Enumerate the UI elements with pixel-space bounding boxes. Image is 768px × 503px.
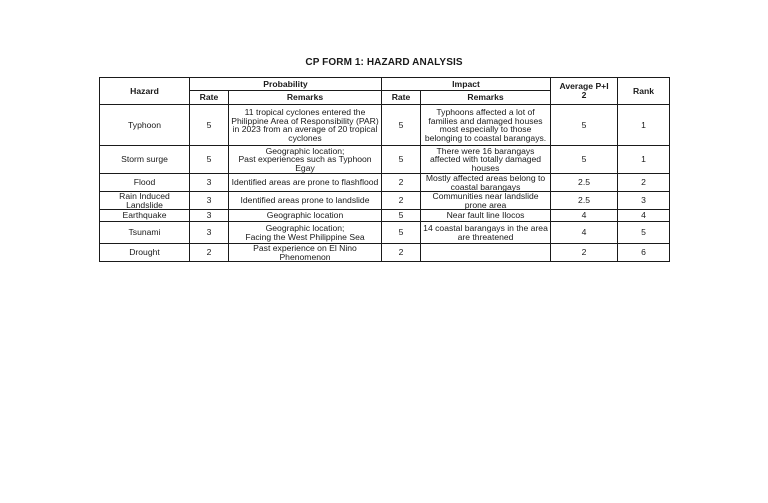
hazard-cell: Storm surge [100, 146, 190, 174]
average-cell: 2.5 [551, 192, 618, 210]
table-row [100, 192, 670, 210]
table-row [100, 105, 670, 146]
probability-rate-cell: 3 [190, 174, 229, 192]
impact-rate-cell: 5 [382, 222, 421, 244]
rank-cell: 2 [618, 174, 670, 192]
table-row [100, 174, 670, 192]
hazard-analysis-table [99, 77, 670, 262]
impact-remarks-cell: Mostly affected areas belong to coastal barangays [421, 174, 551, 192]
impact-remarks-cell: Typhoons affected a lot of families and damaged houses most especially to those belonging to coastal barangays. [421, 105, 551, 146]
rank-cell: 6 [618, 244, 670, 262]
probability-remarks-cell [229, 222, 382, 244]
average-cell: 2.5 [551, 174, 618, 192]
probability-rate-cell: 5 [190, 146, 229, 174]
probability-rate-cell: 3 [190, 192, 229, 210]
probability-remarks-cell: Identified areas are prone to flashflood [229, 174, 382, 192]
header-probability-rate: Rate [190, 91, 229, 105]
average-cell: 5 [551, 146, 618, 174]
impact-rate-cell: 2 [382, 244, 421, 262]
form-title: CP FORM 1: HAZARD ANALYSIS [305, 57, 463, 68]
header-probability-remarks: Remarks [229, 91, 382, 105]
rank-cell: 1 [618, 146, 670, 174]
average-cell: 5 [551, 105, 618, 146]
impact-rate-cell: 2 [382, 192, 421, 210]
header-rank: Rank [618, 78, 670, 105]
hazard-cell: Typhoon [100, 105, 190, 146]
probability-remarks-cell: Past experience on El Nino Phenomenon [229, 244, 382, 262]
impact-remarks-cell: Near fault line Ilocos [421, 210, 551, 222]
table-row [100, 222, 670, 244]
hazard-cell: Earthquake [100, 210, 190, 222]
header-probability: Probability [190, 78, 382, 91]
rank-cell: 5 [618, 222, 670, 244]
header-impact: Impact [382, 78, 551, 91]
impact-remarks-cell: There were 16 barangays affected with totally damaged houses [421, 146, 551, 174]
probability-rate-cell: 5 [190, 105, 229, 146]
average-cell: 2 [551, 244, 618, 262]
header-impact-remarks: Remarks [421, 91, 551, 105]
hazard-cell: Tsunami [100, 222, 190, 244]
hazard-cell: Rain Induced Landslide [100, 192, 190, 210]
impact-rate-cell: 5 [382, 210, 421, 222]
rank-cell: 1 [618, 105, 670, 146]
impact-remarks-cell [421, 244, 551, 262]
probability-remarks-text: Geographic location; Facing the West Philippine Sea [245, 223, 365, 242]
rank-cell: 4 [618, 210, 670, 222]
impact-remarks-cell: Communities near landslide prone area [421, 192, 551, 210]
impact-remarks-cell: 14 coastal barangays in the area are threatened [421, 222, 551, 244]
probability-remarks-text: Geographic location; Past experiences such as Typhoon Egay [238, 145, 372, 173]
header-average-label: Average P+I 2 [559, 81, 609, 100]
average-cell: 4 [551, 210, 618, 222]
probability-remarks-cell: 11 tropical cyclones entered the Philippine Area of Responsibility (PAR) in 2023 from an average of 20 tropical cyclones [229, 105, 382, 146]
probability-remarks-cell: Geographic location [229, 210, 382, 222]
probability-remarks-cell [229, 146, 382, 174]
impact-rate-cell: 5 [382, 105, 421, 146]
table-row [100, 146, 670, 174]
probability-rate-cell: 3 [190, 210, 229, 222]
impact-rate-cell: 2 [382, 174, 421, 192]
hazard-cell: Drought [100, 244, 190, 262]
impact-rate-cell: 5 [382, 146, 421, 174]
header-hazard: Hazard [100, 78, 190, 105]
probability-remarks-cell: Identified areas prone to landslide [229, 192, 382, 210]
average-cell: 4 [551, 222, 618, 244]
table-row [100, 244, 670, 262]
rank-cell: 3 [618, 192, 670, 210]
header-impact-rate: Rate [382, 91, 421, 105]
probability-rate-cell: 2 [190, 244, 229, 262]
header-average [551, 78, 618, 105]
hazard-cell: Flood [100, 174, 190, 192]
table-row [100, 210, 670, 222]
probability-rate-cell: 3 [190, 222, 229, 244]
